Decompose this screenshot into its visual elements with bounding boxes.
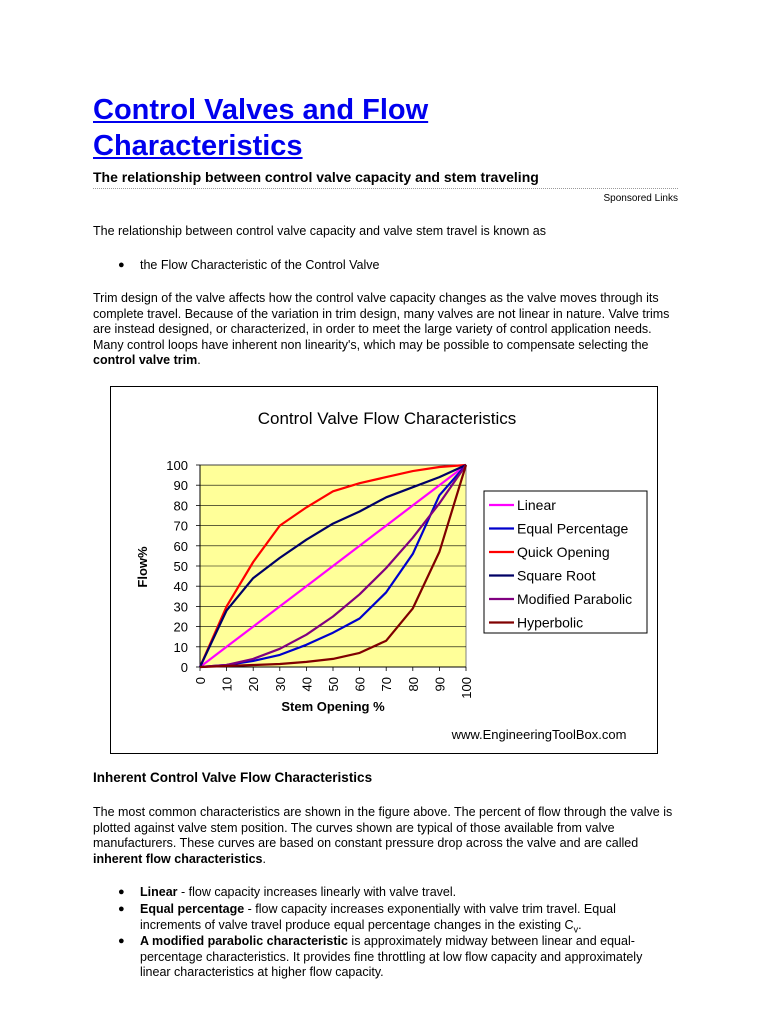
chart-legend bbox=[484, 491, 647, 633]
section-heading: Inherent Control Valve Flow Characteristics bbox=[93, 770, 373, 785]
chart-xlabel: Stem Opening % bbox=[281, 699, 385, 714]
bullet-modified-parabolic bbox=[118, 934, 660, 981]
y-tick-label: 40 bbox=[173, 579, 188, 595]
bullet-icon: ● bbox=[118, 935, 125, 947]
x-tick-label: 100 bbox=[459, 677, 474, 699]
x-tick-label: 90 bbox=[432, 677, 448, 692]
legend-label: Equal Percentage bbox=[517, 520, 629, 537]
bullet-linear-bold: Linear bbox=[140, 885, 178, 899]
legend-label: Modified Parabolic bbox=[517, 591, 633, 607]
inherent-paragraph-tail: . bbox=[262, 851, 266, 866]
bullet-linear bbox=[118, 885, 660, 901]
legend-label: Square Root bbox=[517, 567, 596, 584]
intro-paragraph: The relationship between control valve capacity and valve stem travel is known as bbox=[93, 224, 547, 238]
y-tick-label: 10 bbox=[173, 639, 188, 655]
y-tick-label: 60 bbox=[173, 538, 188, 554]
trim-paragraph-tail: . bbox=[197, 353, 201, 367]
y-tick-label: 0 bbox=[180, 660, 188, 675]
x-tick-label: 0 bbox=[193, 677, 208, 685]
trim-paragraph-text: Trim design of the valve affects how the control valve capacity changes as the valve moves through its complete travel. Because of the variation in trim design, many valves are not linear in nature. Valve trims are instead designed, or characterized, in order to meet the large variety of control application needs. Many control loops have inherent non linearity's, which may be possible to compensate selecting the bbox=[93, 291, 670, 352]
bullet-equal-sub: v bbox=[573, 924, 579, 934]
x-tick-label: 40 bbox=[299, 677, 315, 692]
y-tick-label: 90 bbox=[173, 478, 188, 494]
legend-box bbox=[484, 491, 647, 633]
sponsored-links-label: Sponsored Links bbox=[603, 193, 678, 204]
x-tick-label: 60 bbox=[352, 677, 368, 692]
x-tick-label: 50 bbox=[326, 677, 341, 692]
chart-title: Control Valve Flow Characteristics bbox=[257, 409, 517, 428]
bullet-parabolic-bold: A modified parabolic characteristic bbox=[140, 934, 348, 948]
bullet-icon: ● bbox=[118, 886, 125, 898]
bullet-equal-bold: Equal percentage bbox=[140, 902, 245, 916]
chart-watermark: www.EngineeringToolBox.com bbox=[451, 727, 627, 742]
trim-paragraph-bold: control valve trim bbox=[93, 353, 198, 367]
x-tick-label: 10 bbox=[219, 677, 235, 692]
x-tick-label: 70 bbox=[379, 677, 395, 692]
trim-paragraph bbox=[93, 291, 678, 369]
inherent-paragraph-bold: inherent flow characteristics bbox=[93, 851, 263, 866]
y-tick-label: 100 bbox=[166, 458, 188, 473]
legend-label: Quick Opening bbox=[517, 544, 610, 560]
inherent-paragraph-text: The most common characteristics are shown in the figure above. The percent of flow through the valve is plotted against valve stem position. The curves shown are typical of those available from valve manufacturers. These curves are based on constant pressure drop across the valve and are called bbox=[93, 805, 673, 850]
bullet-icon: ● bbox=[118, 903, 125, 915]
chart-svg bbox=[111, 387, 657, 753]
divider bbox=[93, 188, 678, 189]
bullet-linear-text: - flow capacity increases linearly with valve travel. bbox=[177, 885, 457, 899]
legend-label: Hyperbolic bbox=[517, 614, 584, 631]
plot-layer bbox=[166, 458, 474, 699]
bullet-equal-tail: . bbox=[578, 917, 582, 932]
y-tick-label: 80 bbox=[173, 498, 188, 514]
y-tick-label: 30 bbox=[173, 599, 188, 615]
y-tick-label: 50 bbox=[173, 559, 188, 574]
flow-characteristics-chart bbox=[110, 386, 658, 754]
page-subtitle: The relationship between control valve capacity and stem traveling bbox=[93, 169, 539, 185]
x-tick-label: 20 bbox=[246, 677, 262, 692]
bullet-parabolic-text: is approximately midway between linear and equal-percentage characteristics. It provides fine throttling at low flow capacity and approximately linear characteristics at higher flow capacity. bbox=[140, 934, 643, 979]
bullet-equal-percentage bbox=[118, 902, 660, 938]
intro-bullet bbox=[118, 258, 380, 274]
bullet-icon: ● bbox=[118, 259, 125, 271]
intro-bullet-text: the Flow Characteristic of the Control Valve bbox=[140, 258, 380, 272]
y-tick-label: 20 bbox=[173, 619, 188, 635]
bullet-equal-text: - flow capacity increases exponentially with valve trim travel. Equal increments of valve travel produce equal percentage changes in the existing C bbox=[140, 902, 616, 932]
x-tick-label: 30 bbox=[272, 677, 288, 692]
y-tick-label: 70 bbox=[173, 518, 188, 534]
legend-label: Linear bbox=[517, 497, 556, 513]
x-tick-label: 80 bbox=[405, 677, 421, 692]
inherent-paragraph bbox=[93, 805, 678, 867]
chart-ylabel: Flow% bbox=[135, 546, 150, 588]
page-title[interactable]: Control Valves and Flow Characteristics bbox=[93, 94, 429, 162]
